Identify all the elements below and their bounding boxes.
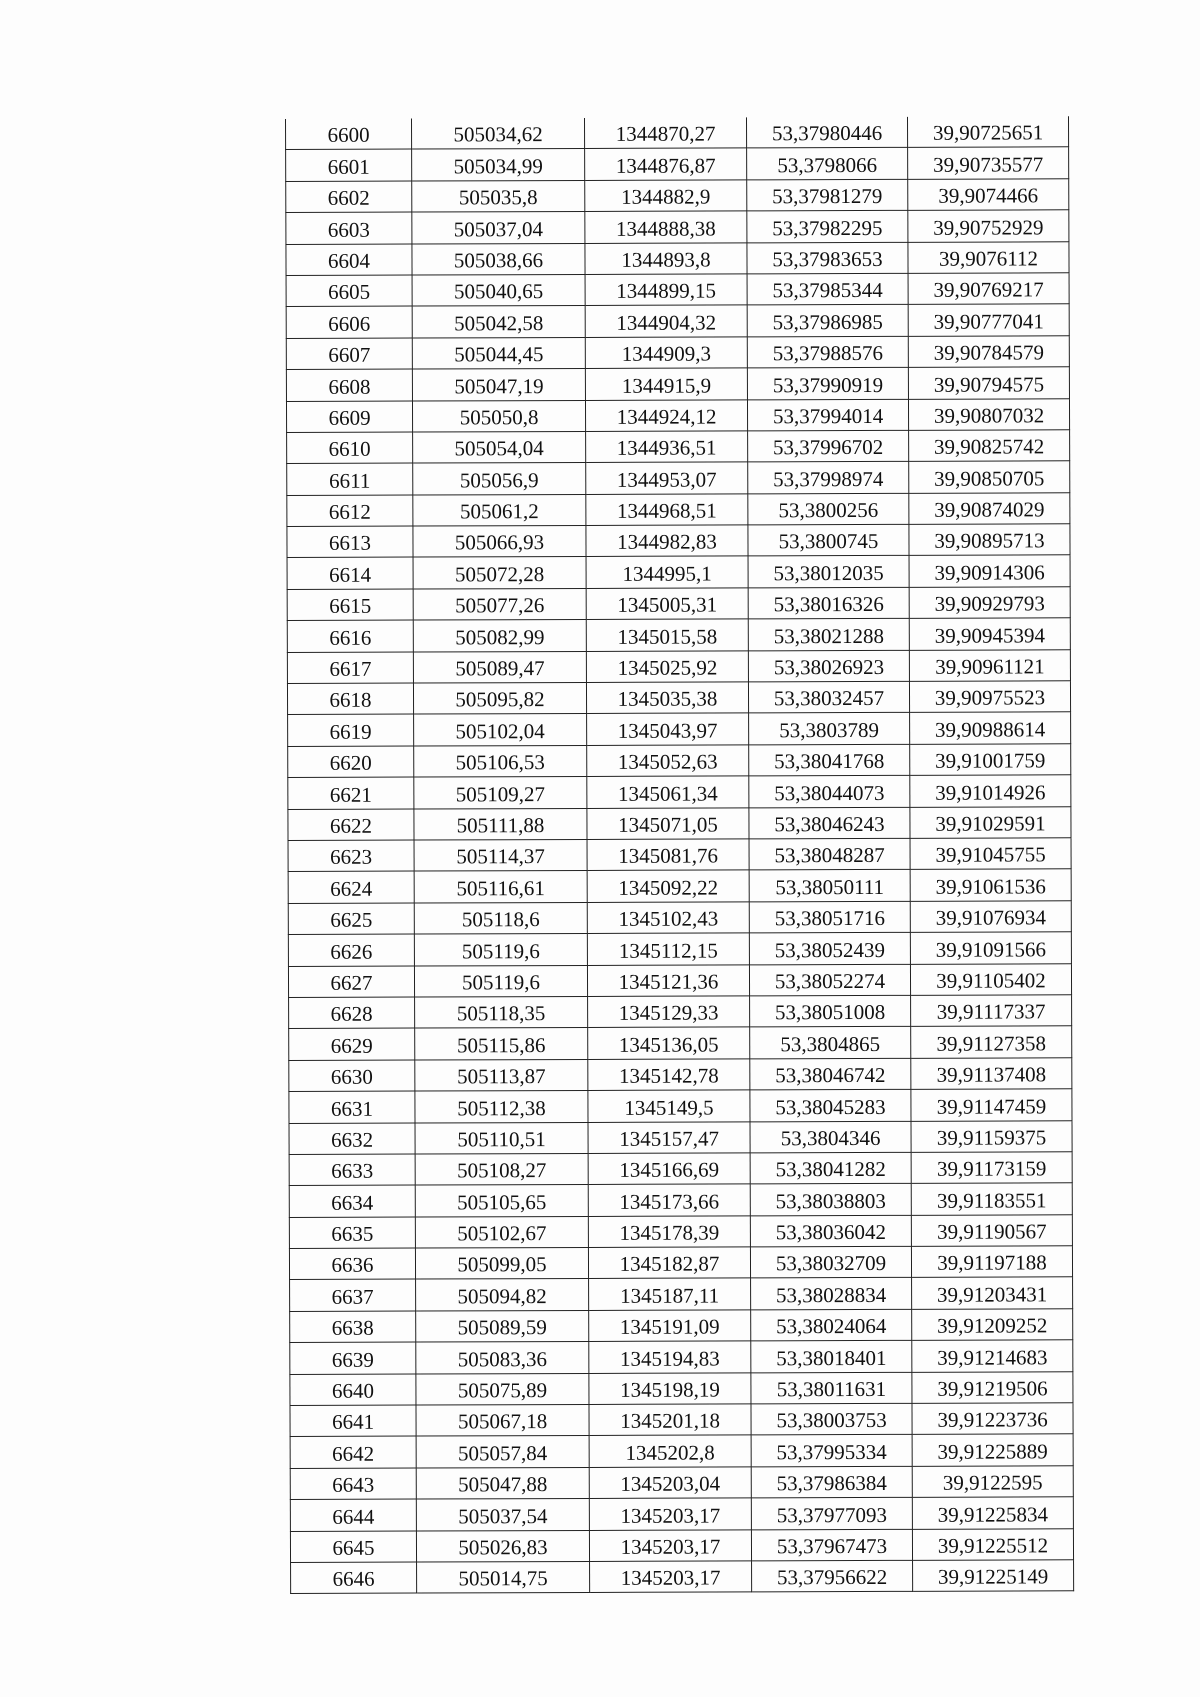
- x-coordinate-cell: 505034,62: [411, 118, 584, 149]
- table-row: [288, 744, 1071, 778]
- y-coordinate-cell: 1345191,09: [589, 1310, 751, 1342]
- table-row: [290, 1403, 1073, 1437]
- longitude-cell: 39,91029591: [910, 806, 1071, 838]
- y-coordinate-cell: 1345043,97: [587, 713, 749, 745]
- latitude-cell: 53,37977093: [751, 1498, 912, 1530]
- table-row: [287, 681, 1070, 715]
- point-number-cell: 6628: [289, 997, 415, 1029]
- latitude-cell: 53,38046742: [750, 1058, 911, 1090]
- table-row: [286, 210, 1069, 244]
- y-coordinate-cell: 1344899,15: [585, 274, 747, 306]
- y-coordinate-cell: 1345198,19: [589, 1373, 751, 1405]
- x-coordinate-cell: 505056,9: [413, 463, 586, 495]
- x-coordinate-cell: 505026,83: [416, 1530, 589, 1562]
- y-coordinate-cell: 1345173,66: [588, 1184, 750, 1216]
- point-number-cell: 6601: [286, 149, 412, 181]
- longitude-cell: 39,91105402: [910, 963, 1071, 995]
- point-number-cell: 6627: [288, 966, 414, 998]
- point-number-cell: 6623: [288, 840, 414, 872]
- x-coordinate-cell: 505118,6: [414, 902, 587, 934]
- y-coordinate-cell: 1344882,9: [585, 180, 747, 212]
- point-number-cell: 6619: [288, 714, 414, 746]
- point-number-cell: 6629: [289, 1028, 415, 1060]
- point-number-cell: 6625: [288, 903, 414, 935]
- x-coordinate-cell: 505066,93: [413, 526, 586, 558]
- point-number-cell: 6617: [287, 652, 413, 684]
- x-coordinate-cell: 505072,28: [413, 557, 586, 589]
- longitude-cell: 39,90945394: [909, 618, 1070, 650]
- table-row: [286, 147, 1069, 181]
- y-coordinate-cell: 1344904,32: [585, 305, 747, 337]
- longitude-cell: 39,90988614: [910, 712, 1071, 744]
- x-coordinate-cell: 505112,38: [415, 1091, 588, 1123]
- latitude-cell: 53,38003753: [751, 1403, 912, 1435]
- latitude-cell: 53,38038803: [750, 1184, 911, 1216]
- x-coordinate-cell: 505116,61: [414, 871, 587, 903]
- latitude-cell: 53,38032457: [748, 681, 909, 713]
- point-number-cell: 6624: [288, 871, 414, 903]
- table-row: [290, 1340, 1073, 1374]
- table-row: [287, 430, 1070, 464]
- x-coordinate-cell: 505089,47: [413, 651, 586, 683]
- y-coordinate-cell: 1345081,76: [587, 839, 749, 871]
- table-row: [289, 1026, 1072, 1060]
- y-coordinate-cell: 1344909,3: [585, 337, 747, 369]
- x-coordinate-cell: 505035,8: [412, 180, 585, 212]
- longitude-cell: 39,91045755: [910, 838, 1071, 870]
- y-coordinate-cell: 1344982,83: [586, 525, 748, 557]
- table-row: [290, 1466, 1073, 1500]
- y-coordinate-cell: 1344915,9: [585, 368, 747, 400]
- y-coordinate-cell: 1345129,33: [588, 996, 750, 1028]
- y-coordinate-cell: 1344870,27: [584, 117, 746, 148]
- table-row: [289, 1246, 1072, 1280]
- table-row: [288, 869, 1071, 903]
- latitude-cell: 53,38048287: [749, 838, 910, 870]
- table-row: [290, 1277, 1073, 1311]
- latitude-cell: 53,38024064: [751, 1309, 912, 1341]
- longitude-cell: 39,90929793: [909, 587, 1070, 619]
- y-coordinate-cell: 1345102,43: [587, 902, 749, 934]
- longitude-cell: 39,91127358: [911, 1026, 1072, 1058]
- point-number-cell: 6613: [287, 526, 413, 558]
- x-coordinate-cell: 505057,84: [416, 1436, 589, 1468]
- latitude-cell: 53,38044073: [749, 776, 910, 808]
- longitude-cell: 39,90975523: [909, 681, 1070, 713]
- longitude-cell: 39,9122595: [912, 1466, 1073, 1498]
- point-number-cell: 6635: [289, 1217, 415, 1249]
- point-number-cell: 6611: [287, 463, 413, 495]
- longitude-cell: 39,91117337: [911, 995, 1072, 1027]
- point-number-cell: 6616: [287, 620, 413, 652]
- y-coordinate-cell: 1345182,87: [588, 1247, 750, 1279]
- latitude-cell: 53,37988576: [747, 336, 908, 368]
- x-coordinate-cell: 505075,89: [416, 1373, 589, 1405]
- y-coordinate-cell: 1345061,34: [587, 776, 749, 808]
- latitude-cell: 53,38028834: [751, 1278, 912, 1310]
- x-coordinate-cell: 505083,36: [416, 1342, 589, 1374]
- point-number-cell: 6604: [286, 244, 412, 276]
- y-coordinate-cell: 1345136,05: [588, 1027, 750, 1059]
- table-row: [288, 932, 1071, 966]
- x-coordinate-cell: 505014,75: [417, 1561, 590, 1593]
- point-number-cell: 6636: [289, 1248, 415, 1280]
- longitude-cell: 39,90752929: [908, 210, 1069, 242]
- latitude-cell: 53,37982295: [747, 210, 908, 242]
- x-coordinate-cell: 505054,04: [413, 431, 586, 463]
- latitude-cell: 53,38051008: [750, 995, 911, 1027]
- longitude-cell: 39,91223736: [912, 1403, 1073, 1435]
- longitude-cell: 39,90961121: [909, 649, 1070, 681]
- latitude-cell: 53,38045283: [750, 1089, 911, 1121]
- table-row: [289, 1120, 1072, 1154]
- y-coordinate-cell: 1344924,12: [585, 399, 747, 431]
- longitude-cell: 39,90914306: [909, 555, 1070, 587]
- point-number-cell: 6600: [286, 119, 412, 150]
- latitude-cell: 53,38012035: [748, 556, 909, 588]
- point-number-cell: 6633: [289, 1154, 415, 1186]
- x-coordinate-cell: 505044,45: [412, 337, 585, 369]
- table-row: [287, 555, 1070, 589]
- latitude-cell: 53,38016326: [748, 587, 909, 619]
- x-coordinate-cell: 505115,86: [415, 1028, 588, 1060]
- table-row: [290, 1497, 1073, 1531]
- latitude-cell: 53,37983653: [747, 242, 908, 274]
- x-coordinate-cell: 505111,88: [414, 808, 587, 840]
- latitude-cell: 53,37967473: [751, 1529, 912, 1561]
- y-coordinate-cell: 1345112,15: [587, 933, 749, 965]
- table-row: [289, 1089, 1072, 1123]
- y-coordinate-cell: 1344936,51: [586, 431, 748, 463]
- table-row: [287, 461, 1070, 495]
- point-number-cell: 6639: [290, 1342, 416, 1374]
- x-coordinate-cell: 505102,04: [414, 714, 587, 746]
- y-coordinate-cell: 1345071,05: [587, 807, 749, 839]
- latitude-cell: 53,38018401: [751, 1341, 912, 1373]
- latitude-cell: 53,37980446: [746, 117, 907, 148]
- table-row: [289, 995, 1072, 1029]
- x-coordinate-cell: 505118,35: [415, 996, 588, 1028]
- point-number-cell: 6618: [287, 683, 413, 715]
- table-row: [287, 649, 1070, 683]
- latitude-cell: 53,38050111: [749, 870, 910, 902]
- y-coordinate-cell: 1344893,8: [585, 242, 747, 274]
- table-row: [286, 241, 1069, 275]
- y-coordinate-cell: 1345005,31: [586, 588, 748, 620]
- longitude-cell: 39,91190567: [911, 1214, 1072, 1246]
- y-coordinate-cell: 1345142,78: [588, 1059, 750, 1091]
- latitude-cell: 53,38026923: [748, 650, 909, 682]
- y-coordinate-cell: 1345203,17: [589, 1529, 751, 1561]
- table-row: [286, 367, 1069, 401]
- latitude-cell: 53,37994014: [747, 399, 908, 431]
- point-number-cell: 6626: [288, 934, 414, 966]
- y-coordinate-cell: 1344888,38: [585, 211, 747, 243]
- x-coordinate-cell: 505040,65: [412, 274, 585, 306]
- latitude-cell: 53,38052274: [749, 964, 910, 996]
- latitude-cell: 53,38036042: [750, 1215, 911, 1247]
- latitude-cell: 53,38051716: [749, 901, 910, 933]
- point-number-cell: 6621: [288, 777, 414, 809]
- longitude-cell: 39,91091566: [910, 932, 1071, 964]
- point-number-cell: 6615: [287, 589, 413, 621]
- y-coordinate-cell: 1345121,36: [587, 964, 749, 996]
- latitude-cell: 53,3800256: [748, 493, 909, 525]
- table-row: [290, 1371, 1073, 1405]
- latitude-cell: 53,3804346: [750, 1121, 911, 1153]
- x-coordinate-cell: 505113,87: [415, 1059, 588, 1091]
- x-coordinate-cell: 505102,67: [415, 1216, 588, 1248]
- latitude-cell: 53,37986384: [751, 1466, 912, 1498]
- longitude-cell: 39,91137408: [911, 1057, 1072, 1089]
- point-number-cell: 6609: [286, 401, 412, 433]
- table-row: [289, 1057, 1072, 1091]
- table-row: [288, 901, 1071, 935]
- point-number-cell: 6645: [290, 1531, 416, 1563]
- table-row: [286, 335, 1069, 369]
- point-number-cell: 6631: [289, 1091, 415, 1123]
- x-coordinate-cell: 505047,19: [412, 369, 585, 401]
- table-row: [290, 1309, 1073, 1343]
- y-coordinate-cell: 1345025,92: [586, 651, 748, 683]
- longitude-cell: 39,9074466: [908, 179, 1069, 211]
- longitude-cell: 39,91173159: [911, 1152, 1072, 1184]
- latitude-cell: 53,37995334: [751, 1435, 912, 1467]
- x-coordinate-cell: 505050,8: [412, 400, 585, 432]
- table-row: [288, 963, 1071, 997]
- x-coordinate-cell: 505037,04: [412, 212, 585, 244]
- y-coordinate-cell: 1345194,83: [589, 1341, 751, 1373]
- y-coordinate-cell: 1345187,11: [589, 1278, 751, 1310]
- x-coordinate-cell: 505110,51: [415, 1122, 588, 1154]
- x-coordinate-cell: 505037,54: [416, 1499, 589, 1531]
- longitude-cell: 39,91061536: [910, 869, 1071, 901]
- table-row: [287, 618, 1070, 652]
- point-number-cell: 6614: [287, 558, 413, 590]
- latitude-cell: 53,37998974: [748, 462, 909, 494]
- table-row: [286, 116, 1069, 150]
- longitude-cell: 39,91225889: [912, 1434, 1073, 1466]
- x-coordinate-cell: 505034,99: [412, 149, 585, 181]
- table-row: [289, 1152, 1072, 1186]
- longitude-cell: 39,90825742: [909, 430, 1070, 462]
- y-coordinate-cell: 1345203,17: [590, 1561, 752, 1593]
- longitude-cell: 39,91225149: [913, 1560, 1074, 1592]
- latitude-cell: 53,38011631: [751, 1372, 912, 1404]
- point-number-cell: 6602: [286, 181, 412, 213]
- x-coordinate-cell: 505119,6: [414, 934, 587, 966]
- x-coordinate-cell: 505109,27: [414, 777, 587, 809]
- longitude-cell: 39,90769217: [908, 273, 1069, 305]
- latitude-cell: 53,3800745: [748, 524, 909, 556]
- x-coordinate-cell: 505095,82: [413, 682, 586, 714]
- longitude-cell: 39,90735577: [908, 147, 1069, 179]
- x-coordinate-cell: 505082,99: [413, 620, 586, 652]
- x-coordinate-cell: 505038,66: [412, 243, 585, 275]
- table-row: [289, 1183, 1072, 1217]
- latitude-cell: 53,3804865: [750, 1027, 911, 1059]
- x-coordinate-cell: 505077,26: [413, 588, 586, 620]
- table-row: [286, 179, 1069, 213]
- latitude-cell: 53,38046243: [749, 807, 910, 839]
- longitude-cell: 39,90850705: [909, 461, 1070, 493]
- point-number-cell: 6608: [286, 369, 412, 401]
- y-coordinate-cell: 1345015,58: [586, 619, 748, 651]
- y-coordinate-cell: 1345149,5: [588, 1090, 750, 1122]
- point-number-cell: 6620: [288, 746, 414, 778]
- longitude-cell: 39,91076934: [910, 901, 1071, 933]
- longitude-cell: 39,9076112: [908, 241, 1069, 273]
- longitude-cell: 39,90807032: [908, 398, 1069, 430]
- coordinates-table-body: [286, 116, 1074, 1594]
- point-number-cell: 6607: [286, 338, 412, 370]
- y-coordinate-cell: 1345035,38: [586, 682, 748, 714]
- point-number-cell: 6646: [291, 1562, 417, 1594]
- x-coordinate-cell: 505099,05: [415, 1248, 588, 1280]
- longitude-cell: 39,90725651: [907, 116, 1068, 147]
- y-coordinate-cell: 1345157,47: [588, 1121, 750, 1153]
- longitude-cell: 39,91225512: [912, 1528, 1073, 1560]
- longitude-cell: 39,90777041: [908, 304, 1069, 336]
- table-row: [288, 838, 1071, 872]
- x-coordinate-cell: 505042,58: [412, 306, 585, 338]
- y-coordinate-cell: 1345166,69: [588, 1153, 750, 1185]
- y-coordinate-cell: 1345052,63: [587, 745, 749, 777]
- longitude-cell: 39,90874029: [909, 492, 1070, 524]
- longitude-cell: 39,90794575: [908, 367, 1069, 399]
- y-coordinate-cell: 1345201,18: [589, 1404, 751, 1436]
- longitude-cell: 39,91197188: [911, 1246, 1072, 1278]
- longitude-cell: 39,91159375: [911, 1120, 1072, 1152]
- x-coordinate-cell: 505108,27: [415, 1153, 588, 1185]
- y-coordinate-cell: 1345202,8: [589, 1435, 751, 1467]
- point-number-cell: 6642: [290, 1436, 416, 1468]
- longitude-cell: 39,90895713: [909, 524, 1070, 556]
- x-coordinate-cell: 505119,6: [414, 965, 587, 997]
- latitude-cell: 53,37986985: [747, 305, 908, 337]
- latitude-cell: 53,37956622: [752, 1560, 913, 1592]
- point-number-cell: 6632: [289, 1123, 415, 1155]
- table-row: [286, 273, 1069, 307]
- longitude-cell: 39,91147459: [911, 1089, 1072, 1121]
- latitude-cell: 53,38052439: [749, 932, 910, 964]
- table-row: [289, 1214, 1072, 1248]
- table-row: [290, 1434, 1073, 1468]
- x-coordinate-cell: 505106,53: [414, 745, 587, 777]
- point-number-cell: 6606: [286, 306, 412, 338]
- latitude-cell: 53,3798066: [747, 148, 908, 180]
- table-row: [288, 806, 1071, 840]
- y-coordinate-cell: 1344876,87: [585, 148, 747, 180]
- y-coordinate-cell: 1344995,1: [586, 556, 748, 588]
- table-row: [286, 304, 1069, 338]
- point-number-cell: 6605: [286, 275, 412, 307]
- longitude-cell: 39,91225834: [912, 1497, 1073, 1529]
- point-number-cell: 6643: [290, 1468, 416, 1500]
- point-number-cell: 6612: [287, 495, 413, 527]
- longitude-cell: 39,91214683: [912, 1340, 1073, 1372]
- y-coordinate-cell: 1345203,17: [589, 1498, 751, 1530]
- latitude-cell: 53,37996702: [748, 430, 909, 462]
- longitude-cell: 39,91183551: [911, 1183, 1072, 1215]
- latitude-cell: 53,38032709: [750, 1246, 911, 1278]
- longitude-cell: 39,90784579: [908, 335, 1069, 367]
- longitude-cell: 39,91001759: [910, 744, 1071, 776]
- x-coordinate-cell: 505067,18: [416, 1404, 589, 1436]
- x-coordinate-cell: 505061,2: [413, 494, 586, 526]
- longitude-cell: 39,91219506: [912, 1371, 1073, 1403]
- latitude-cell: 53,38041282: [750, 1152, 911, 1184]
- table-row: [290, 1528, 1073, 1562]
- point-number-cell: 6638: [290, 1311, 416, 1343]
- y-coordinate-cell: 1344968,51: [586, 494, 748, 526]
- table-row: [287, 492, 1070, 526]
- longitude-cell: 39,91203431: [912, 1277, 1073, 1309]
- latitude-cell: 53,38041768: [749, 744, 910, 776]
- point-number-cell: 6644: [290, 1499, 416, 1531]
- point-number-cell: 6610: [287, 432, 413, 464]
- point-number-cell: 6641: [290, 1405, 416, 1437]
- y-coordinate-cell: 1345178,39: [588, 1216, 750, 1248]
- point-number-cell: 6634: [289, 1185, 415, 1217]
- x-coordinate-cell: 505114,37: [414, 839, 587, 871]
- point-number-cell: 6637: [290, 1280, 416, 1312]
- point-number-cell: 6622: [288, 809, 414, 841]
- longitude-cell: 39,91209252: [912, 1309, 1073, 1341]
- table-row: [287, 587, 1070, 621]
- latitude-cell: 53,37981279: [747, 179, 908, 211]
- latitude-cell: 53,37990919: [747, 367, 908, 399]
- latitude-cell: 53,3803789: [749, 713, 910, 745]
- coordinates-table: [285, 116, 1074, 1594]
- table-row: [288, 775, 1071, 809]
- point-number-cell: 6630: [289, 1060, 415, 1092]
- y-coordinate-cell: 1345203,04: [589, 1467, 751, 1499]
- x-coordinate-cell: 505094,82: [416, 1279, 589, 1311]
- y-coordinate-cell: 1344953,07: [586, 462, 748, 494]
- x-coordinate-cell: 505105,65: [415, 1185, 588, 1217]
- x-coordinate-cell: 505089,59: [416, 1310, 589, 1342]
- y-coordinate-cell: 1345092,22: [587, 870, 749, 902]
- table-row: [291, 1560, 1074, 1594]
- x-coordinate-cell: 505047,88: [416, 1467, 589, 1499]
- latitude-cell: 53,38021288: [748, 619, 909, 651]
- longitude-cell: 39,91014926: [910, 775, 1071, 807]
- table-row: [288, 712, 1071, 746]
- table-row: [286, 398, 1069, 432]
- point-number-cell: 6603: [286, 212, 412, 244]
- point-number-cell: 6640: [290, 1374, 416, 1406]
- table-row: [287, 524, 1070, 558]
- latitude-cell: 53,37985344: [747, 273, 908, 305]
